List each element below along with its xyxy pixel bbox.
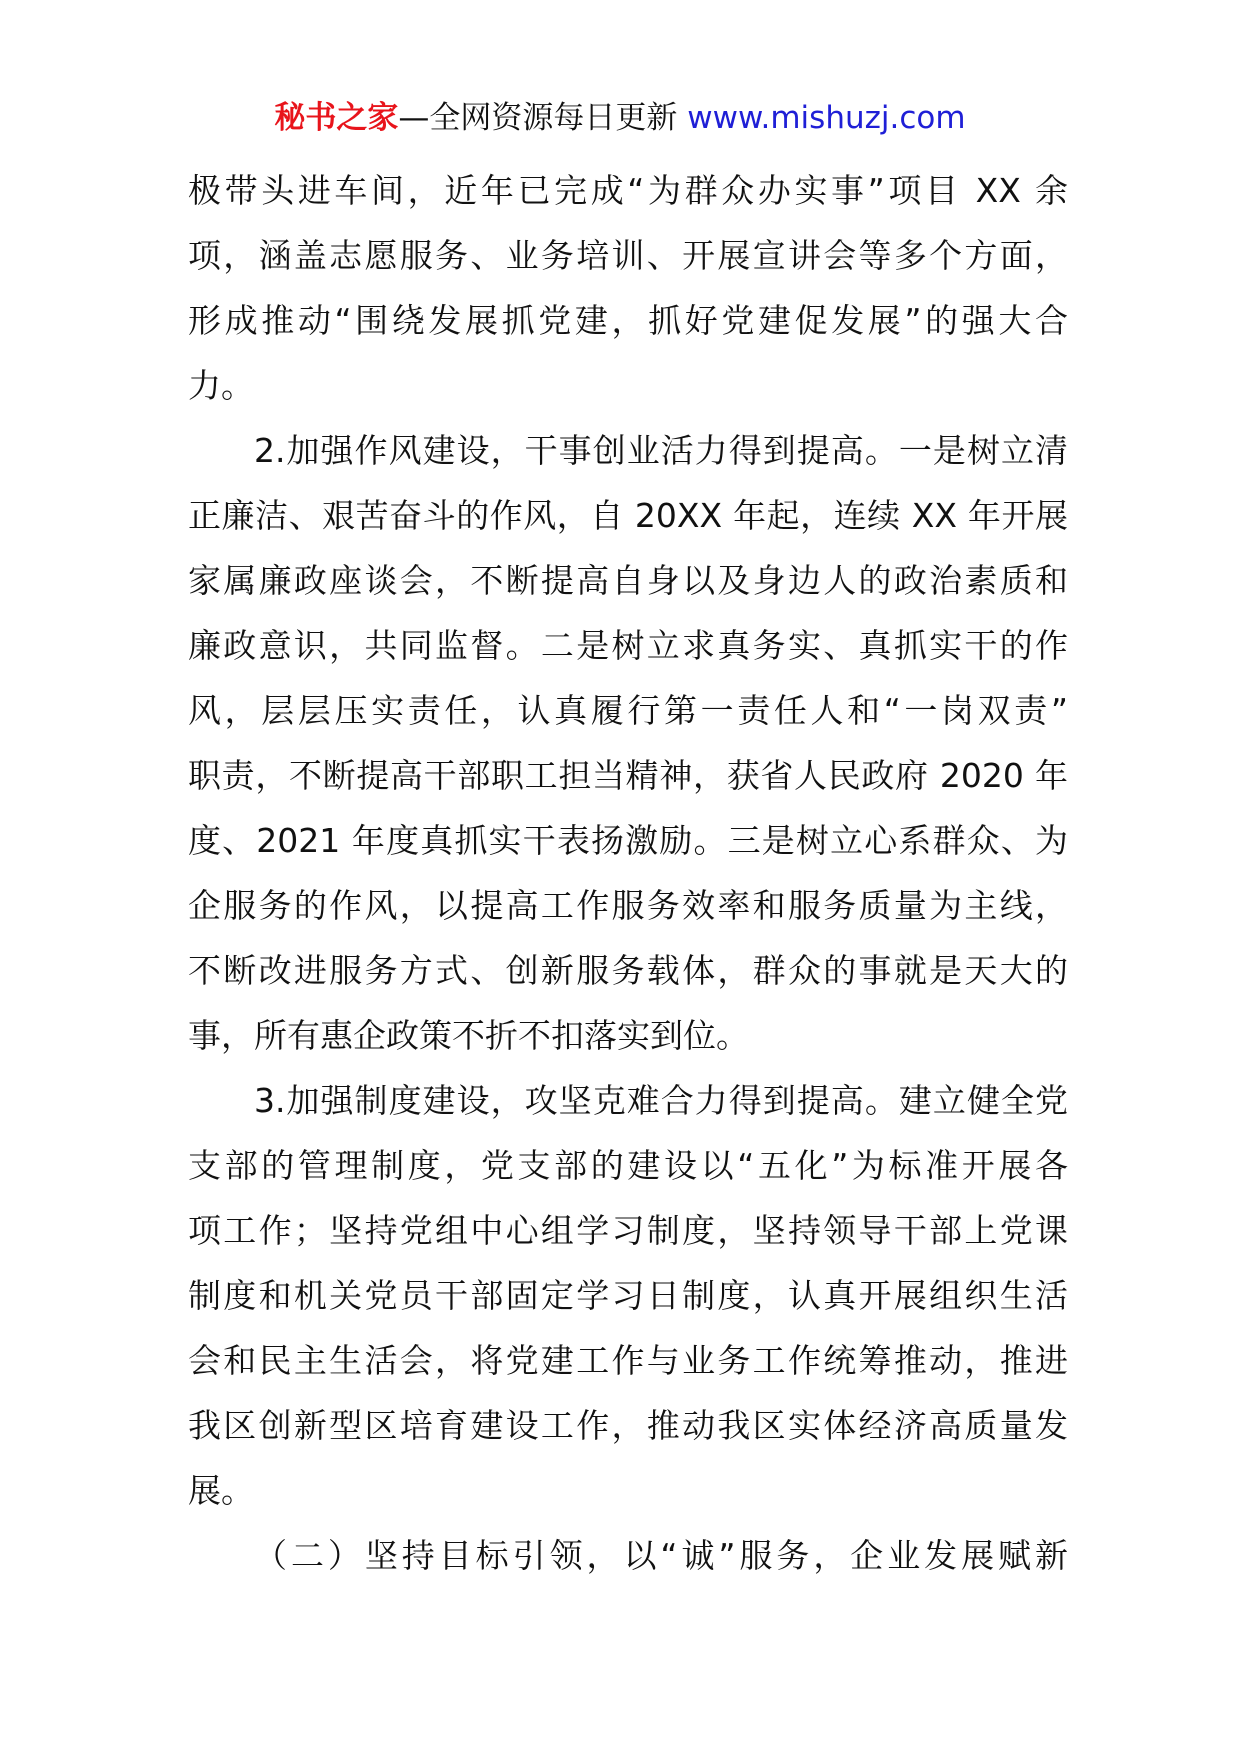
site-header — [0, 98, 1240, 138]
text-line: 制度和机关党员干部固定学习日制度，认真开展组织生活 — [188, 1276, 1068, 1315]
section-heading-line: 3.加强制度建设，攻坚克难合力得到提高。建立健全党 — [254, 1081, 1068, 1120]
text-line: 廉政意识，共同监督。二是树立求真务实、真抓实干的作 — [188, 626, 1068, 665]
section-heading-line: （二）坚持目标引领，以“诚”服务，企业发展赋新 — [254, 1536, 1068, 1575]
header-slogan: —全网资源每日更新 — [398, 100, 678, 136]
text-line: 项工作；坚持党组中心组学习制度，坚持领导干部上党课 — [188, 1211, 1068, 1250]
text-line: 家属廉政座谈会，不断提高自身以及身边人的政治素质和 — [188, 561, 1068, 600]
text-line: 项，涵盖志愿服务、业务培训、开展宣讲会等多个方面， — [188, 236, 1068, 275]
text-line: 风，层层压实责任，认真履行第一责任人和“一岗双责” — [188, 691, 1068, 730]
text-line: 形成推动“围绕发展抓党建，抓好党建促发展”的强大合 — [188, 301, 1068, 340]
text-line: 事，所有惠企政策不折不扣落实到位。 — [188, 1016, 749, 1055]
text-line: 力。 — [188, 366, 254, 405]
section-heading-line: 2.加强作风建设，干事创业活力得到提高。一是树立清 — [254, 431, 1068, 470]
document-body — [188, 158, 1068, 1588]
text-line: 会和民主生活会，将党建工作与业务工作统筹推动，推进 — [188, 1341, 1068, 1380]
text-line: 职责，不断提高干部职工担当精神，获省人民政府 2020 年 — [188, 756, 1068, 795]
site-url-link[interactable]: www.mishuzj.com — [687, 100, 966, 136]
text-line: 企服务的作风，以提高工作服务效率和服务质量为主线， — [188, 886, 1068, 925]
text-line: 不断改进服务方式、创新服务载体，群众的事就是天大的 — [188, 951, 1068, 990]
brand-name: 秘书之家 — [274, 100, 399, 136]
text-line: 正廉洁、艰苦奋斗的作风，自 20XX 年起，连续 XX 年开展 — [188, 496, 1068, 535]
text-line: 极带头进车间，近年已完成“为群众办实事”项目 XX 余 — [188, 171, 1068, 210]
text-line: 展。 — [188, 1471, 254, 1510]
text-line: 我区创新型区培育建设工作，推动我区实体经济高质量发 — [188, 1406, 1068, 1445]
text-line: 度、2021 年度真抓实干表扬激励。三是树立心系群众、为 — [188, 821, 1068, 860]
text-line: 支部的管理制度，党支部的建设以“五化”为标准开展各 — [188, 1146, 1068, 1185]
